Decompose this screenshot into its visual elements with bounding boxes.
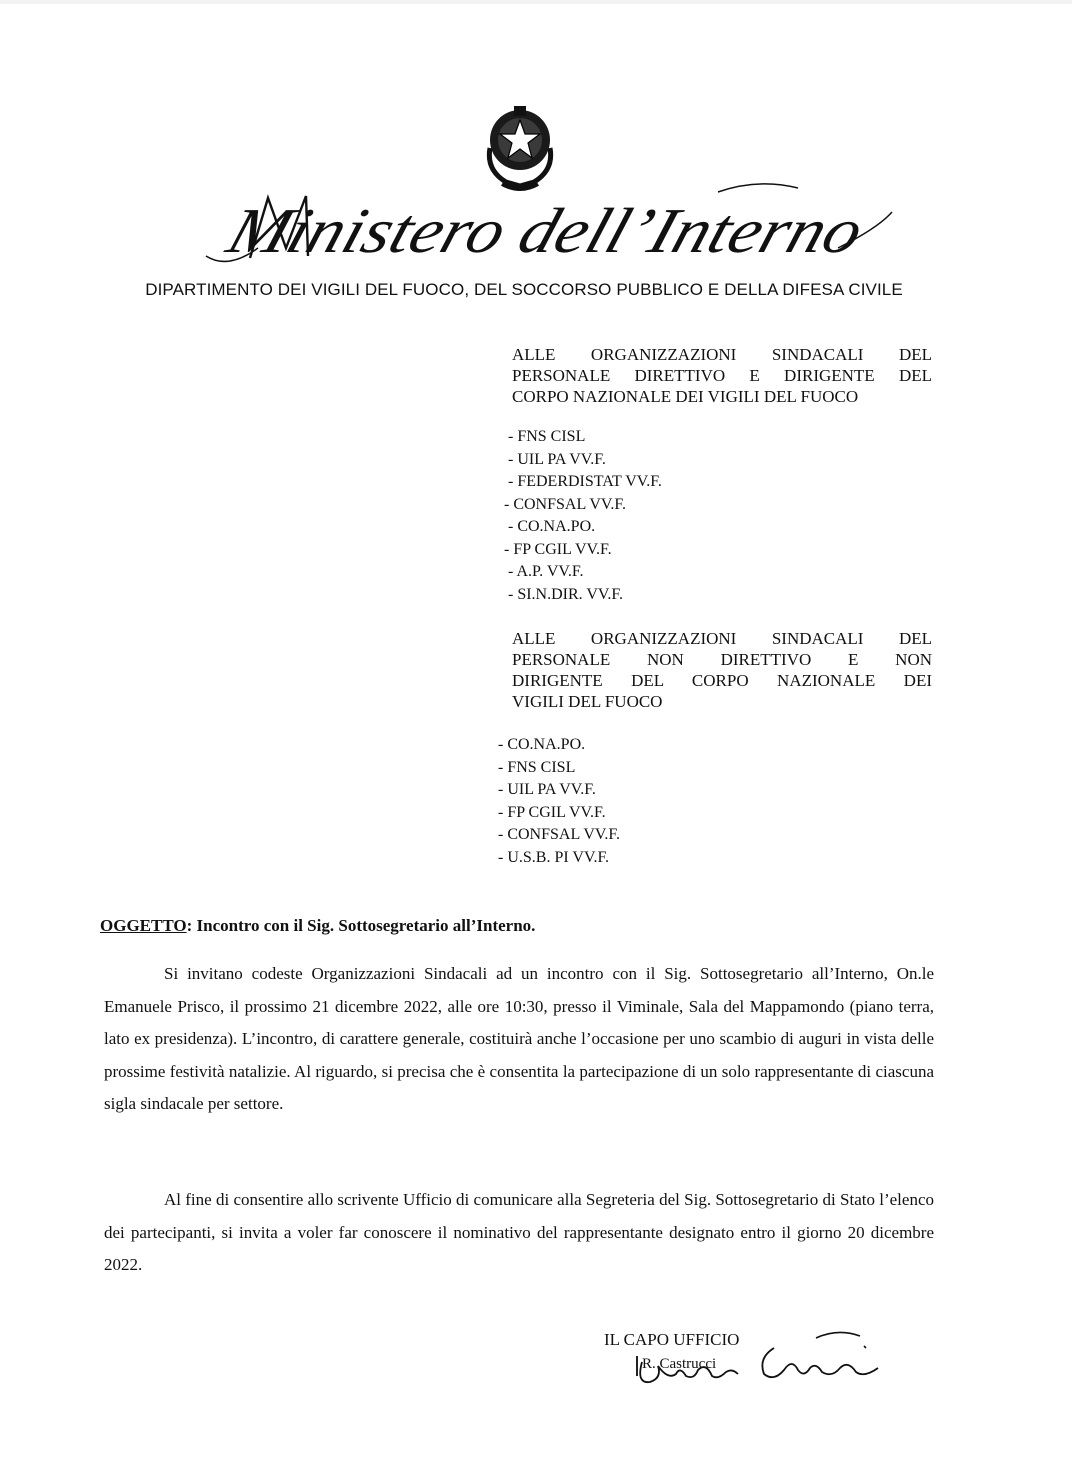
- paragraph-text: Si invitano codeste Organizzazioni Sindacali ad un incontro con il Sig. Sottosegretario all’Interno, On.le Emanuele Prisco, il prossimo 21 dicembre 2022, alle ore 10:30, presso il Viminale, Sala del Mappamondo (piano terra, lato ex presidenza). L’incontro, di carattere generale, costituirà anche l’occasione per uno scambio di auguri in vista delle prossime festività natalizie. Al riguardo, si precisa che è consentita la partecipazione di un solo rappresentante di ciascuna sigla sindacale per settore.: [104, 964, 934, 1113]
- paragraph-text: Al fine di consentire allo scrivente Ufficio di comunicare alla Segreteria del Sig. Sottosegretario di Stato l’elenco dei partecipanti, si invita a voler far conoscere il nominativo del rappresentante designato entro il giorno 20 dicembre 2022.: [104, 1190, 934, 1274]
- body-paragraph-2: [104, 1184, 934, 1282]
- addressee-heading-line: PERSONALE DIRETTIVO E DIRIGENTE DEL: [512, 366, 932, 385]
- list-item: - FNS CISL: [508, 428, 586, 445]
- signer-title: IL CAPO UFFICIO: [604, 1330, 740, 1349]
- addressee-heading-line: PERSONALE NON DIRETTIVO E NON: [512, 650, 932, 669]
- addressee-heading-1: [512, 344, 932, 407]
- subject-label: OGGETTO: [100, 916, 187, 935]
- addressee-heading-line: DIRIGENTE DEL CORPO NAZIONALE DEI: [512, 671, 932, 690]
- list-item: - UIL PA VV.F.: [508, 450, 606, 468]
- addressee-heading-line: VIGILI DEL FUOCO: [512, 692, 663, 711]
- scan-edge: [0, 0, 1072, 4]
- list-item: - CO.NA.PO.: [508, 518, 596, 535]
- svg-text:Ministero dell’Interno: Ministero dell’Interno: [219, 195, 811, 267]
- list-item: - CONFSAL VV.F.: [498, 826, 621, 843]
- list-item: - FEDERDISTAT VV.F.: [508, 473, 662, 490]
- list-item: - FP CGIL VV.F.: [504, 540, 612, 558]
- signer-name: R. Castrucci: [642, 1356, 717, 1372]
- list-item: - SI.N.DIR. VV.F.: [508, 585, 624, 603]
- list-item: - UIL PA VV.F.: [498, 781, 596, 798]
- union-list-2: [498, 734, 620, 869]
- ministry-logo: [198, 178, 898, 278]
- body-paragraph-1: [104, 958, 934, 1121]
- subject-line: [100, 916, 535, 936]
- addressee-heading-line: ALLE ORGANIZZAZIONI SINDACALI DEL: [512, 345, 932, 364]
- union-list-1: [504, 426, 662, 606]
- handwritten-signature-icon: [628, 1318, 898, 1388]
- addressee-heading-line: ALLE ORGANIZZAZIONI SINDACALI DEL: [512, 629, 932, 648]
- addressee-heading-line: CORPO NAZIONALE DEI VIGILI DEL FUOCO: [512, 387, 859, 406]
- list-item: - FNS CISL: [498, 758, 576, 776]
- list-item: - FP CGIL VV.F.: [498, 803, 606, 821]
- list-item: - U.S.B. PI VV.F.: [498, 848, 610, 866]
- list-item: - A.P. VV.F.: [508, 563, 584, 580]
- subject-text: : Incontro con il Sig. Sottosegretario all’Interno.: [186, 916, 536, 935]
- list-item: - CONFSAL VV.F.: [504, 495, 627, 513]
- list-item: - CO.NA.PO.: [498, 736, 586, 753]
- addressee-heading-2: [512, 628, 932, 712]
- department-name: DIPARTIMENTO DEI VIGILI DEL FUOCO, DEL SOCCORSO PUBBLICO E DELLA DIFESA CIVILE: [145, 280, 903, 299]
